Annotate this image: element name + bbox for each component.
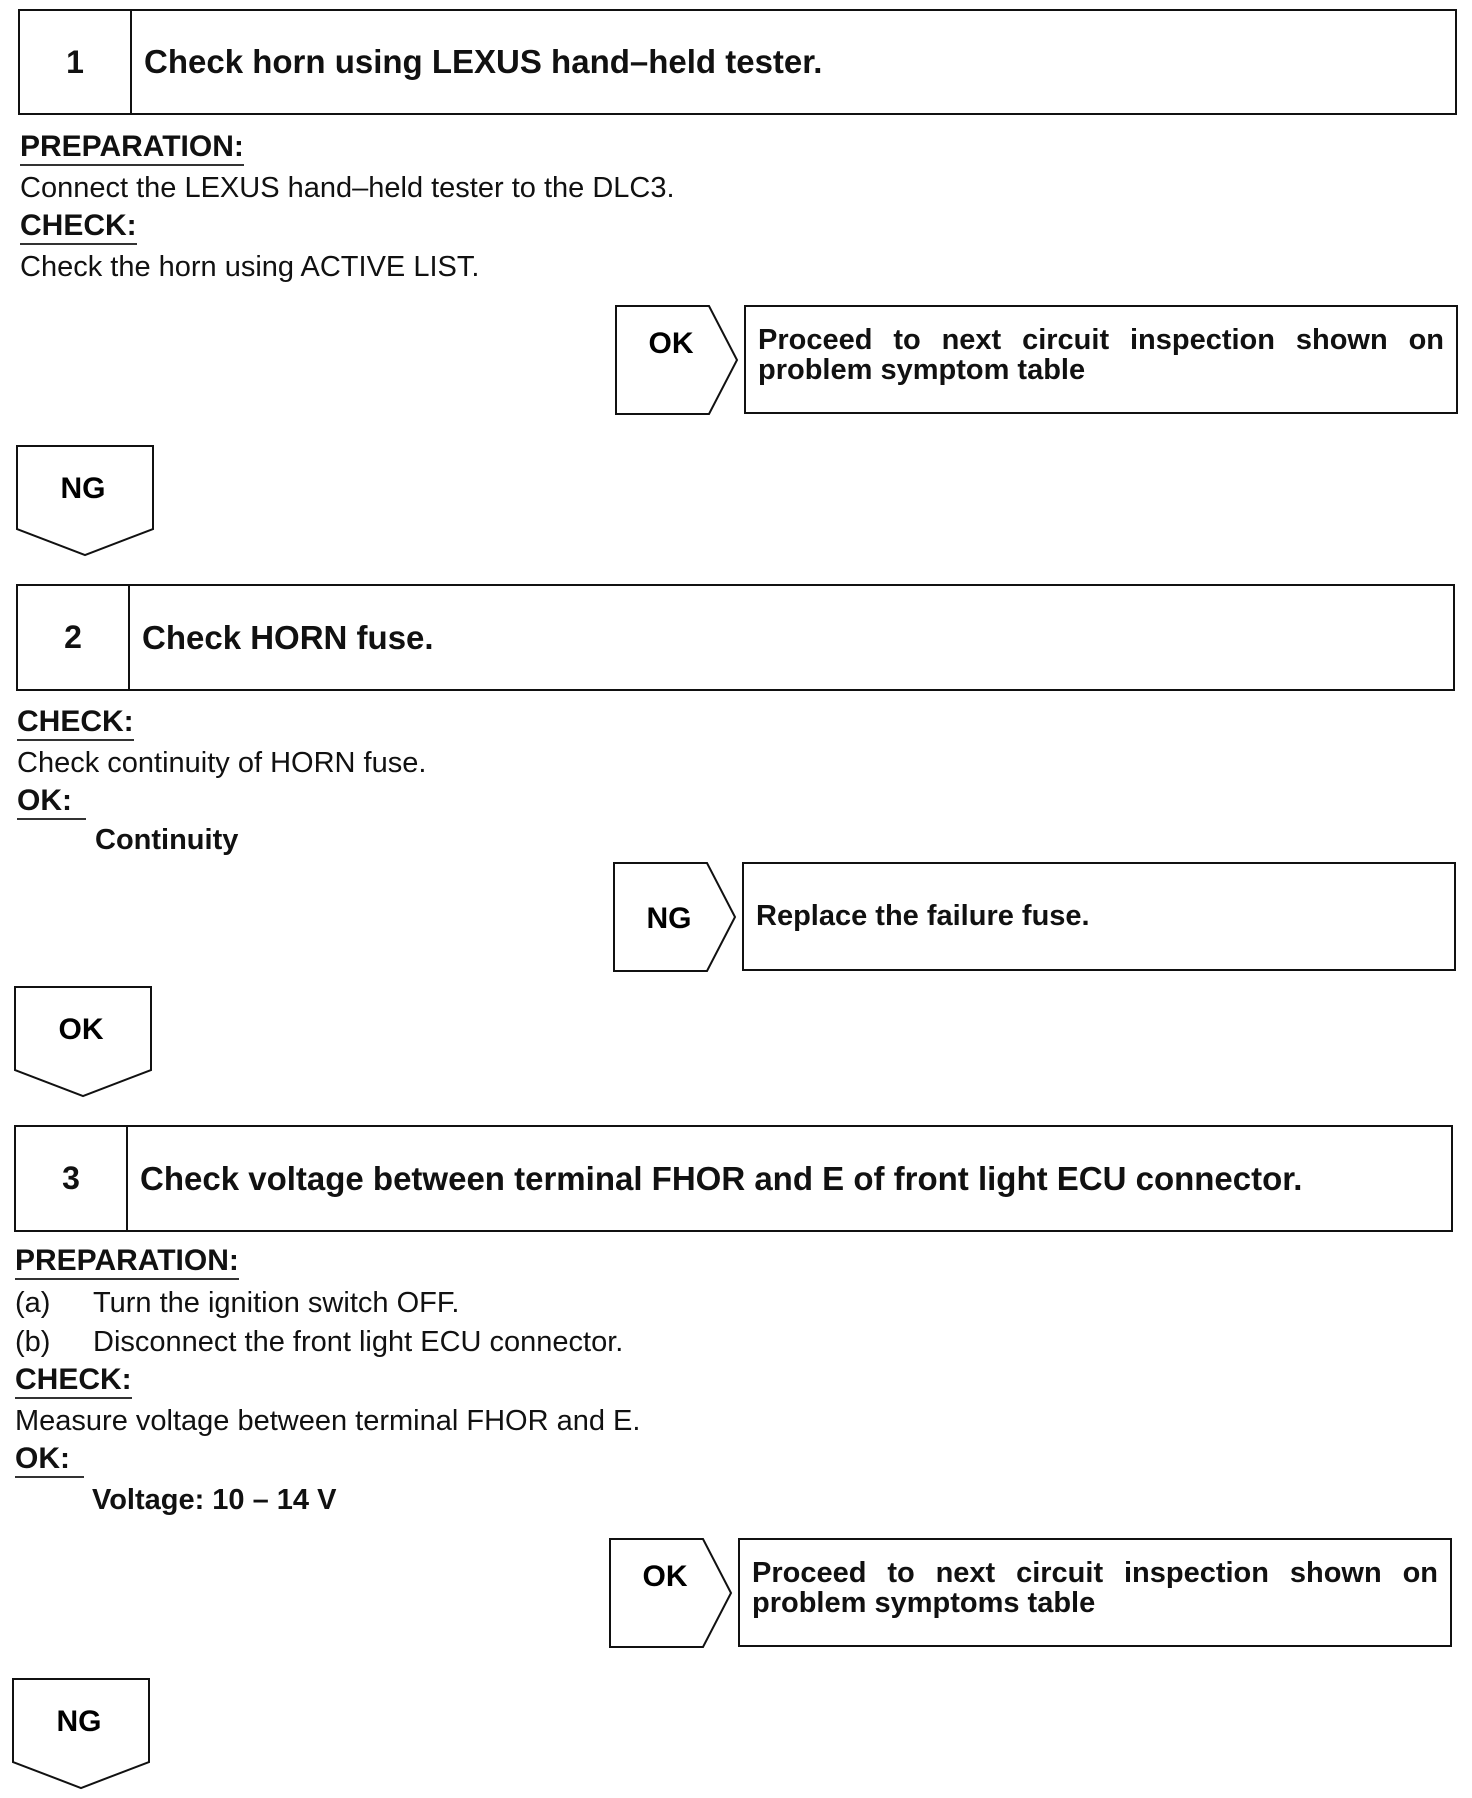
step-3-ng-down-arrow	[12, 1678, 150, 1790]
step-2-ok-down-arrow	[14, 986, 152, 1098]
step-3-ok-value: Voltage: 10 – 14 V	[92, 1484, 337, 1516]
step-2-check-label: CHECK:	[17, 707, 134, 741]
step-1-preparation-label: PREPARATION:	[20, 132, 244, 166]
step-3-ng-arrow-label: NG	[56, 1705, 102, 1738]
step-3-check-text: Measure voltage between terminal FHOR and E.	[15, 1405, 641, 1437]
step-1-number: 1	[20, 11, 132, 113]
step-3-ok-arrow-label: OK	[642, 1560, 688, 1593]
step-2-header	[16, 584, 1455, 691]
step-2-ng-result-box: Replace the failure fuse.	[742, 862, 1456, 971]
step-1-check-text: Check the horn using ACTIVE LIST.	[20, 251, 480, 283]
step-2-number: 2	[18, 586, 130, 689]
step-1-ok-arrow	[615, 305, 740, 415]
step-1-ok-result-box: Proceed to next circuit inspection shown on problem symptom table	[744, 305, 1458, 414]
step-3-ok-result-box: Proceed to next circuit inspection shown on problem symptoms table	[738, 1538, 1452, 1647]
step-3-number: 3	[16, 1127, 128, 1230]
step-1-ng-down-arrow	[16, 445, 154, 557]
step-3-ok-arrow	[609, 1538, 734, 1648]
step-2-ok-label: OK:	[17, 786, 86, 820]
step-1-header	[18, 9, 1457, 115]
step-1-preparation-text: Connect the LEXUS hand–held tester to the DLC3.	[20, 172, 675, 204]
step-2-check-text: Check continuity of HORN fuse.	[17, 747, 427, 779]
step-3-prep-item-a-text: Turn the ignition switch OFF.	[93, 1287, 460, 1319]
step-2-ok-value: Continuity	[95, 824, 239, 856]
step-2-ng-arrow-label: NG	[646, 902, 692, 935]
step-3-prep-item-a	[15, 1289, 459, 1318]
step-3-prep-item-a-marker: (a)	[15, 1287, 51, 1319]
step-3-prep-item-b	[15, 1328, 623, 1357]
step-3-check-label: CHECK:	[15, 1365, 132, 1399]
step-1-title: Check horn using LEXUS hand–held tester.	[144, 43, 823, 80]
step-3-prep-item-b-marker: (b)	[15, 1326, 51, 1358]
step-2-ng-arrow	[613, 862, 738, 972]
step-3-prep-item-b-text: Disconnect the front light ECU connector.	[93, 1326, 624, 1358]
step-2-title: Check HORN fuse.	[142, 618, 434, 656]
step-2-ok-arrow-label: OK	[58, 1013, 104, 1046]
step-3-ok-label: OK:	[15, 1444, 84, 1478]
step-1-ok-arrow-label: OK	[648, 327, 694, 360]
step-1-check-label: CHECK:	[20, 211, 137, 245]
step-3-header	[14, 1125, 1453, 1232]
step-3-title: Check voltage between terminal FHOR and E of front light ECU connector.	[140, 1159, 1303, 1197]
step-3-preparation-label: PREPARATION:	[15, 1246, 239, 1280]
step-1-ng-arrow-label: NG	[60, 472, 106, 505]
